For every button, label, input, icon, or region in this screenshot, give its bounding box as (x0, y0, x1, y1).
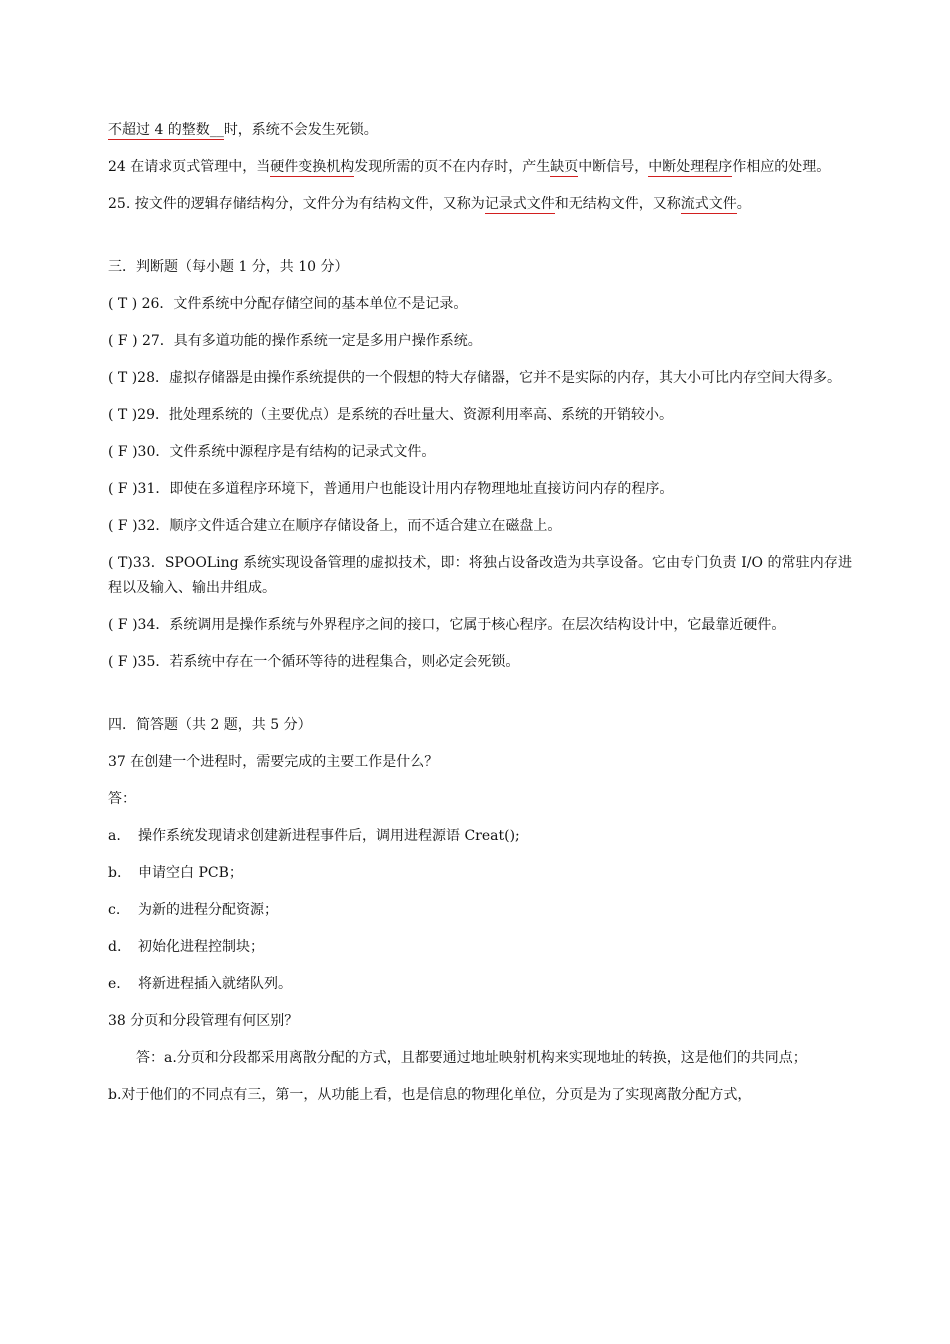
step-marker: b. (108, 865, 122, 881)
q37-answer-label: 答： (108, 791, 136, 807)
tf-item-29: ( T )29．批处理系统的（主要优点）是系统的吞吐量大、资源利用率高、系统的开销较小。 (108, 407, 673, 423)
q25-answer-2: 流式文件 (680, 196, 737, 212)
q24-answer-3: 中断处理程序 (648, 159, 733, 175)
tf-item-28: ( T )28．虚拟存储器是由操作系统提供的一个假想的特大存储器，它并不是实际的内存，其大小可比内存空间大得多。 (108, 370, 841, 386)
tf-item-32: ( F )32．顺序文件适合建立在顺序存储设备上，而不适合建立在磁盘上。 (108, 518, 562, 534)
q24 (108, 155, 852, 180)
step-marker: a. (108, 828, 121, 844)
tf-item-35: ( F )35．若系统中存在一个循环等待的进程集合，则必定会死锁。 (108, 654, 520, 670)
q24-text-c: 中断信号， (578, 159, 649, 175)
q37-step-c (108, 898, 852, 923)
step-marker: d. (108, 939, 122, 955)
q37-step-b (108, 861, 852, 886)
q37-step-e (108, 972, 852, 997)
step-text: 将新进程插入就绪队列。 (138, 976, 292, 992)
q38-answer-a: 答：a.分页和分段都采用离散分配的方式，且都要通过地址映射机构来实现地址的转换，这是他们的共同点； (136, 1050, 807, 1066)
tf-item-26: ( T ) 26．文件系统中分配存储空间的基本单位不是记录。 (108, 296, 468, 312)
q38-question: 38 分页和分段管理有何区别？ (108, 1013, 299, 1029)
q25-text-a: 25. 按文件的逻辑存储结构分，文件分为有结构文件，又称为 (108, 196, 485, 212)
q23-tail (108, 118, 852, 143)
tf-item-34: ( F )34．系统调用是操作系统与外界程序之间的接口，它属于核心程序。在层次结构设计中，它最靠近硬件。 (108, 617, 786, 633)
section4-title: 四．简答题（共 2 题，共 5 分） (108, 717, 312, 733)
tf-item-27: ( F ) 27．具有多道功能的操作系统一定是多用户操作系统。 (108, 333, 482, 349)
q23-blank: __ (209, 122, 224, 138)
step-text: 初始化进程控制块； (138, 939, 264, 955)
q37-step-a (108, 824, 852, 849)
step-text: 申请空白 PCB； (138, 865, 243, 881)
q25 (108, 192, 852, 217)
step-text: 操作系统发现请求创建新进程事件后，调用进程源语 Creat(); (138, 828, 520, 844)
q37-step-d (108, 935, 852, 960)
q25-answer-1: 记录式文件 (484, 196, 555, 212)
step-marker: e. (108, 976, 121, 992)
q24-answer-1: 硬件变换机构 (270, 159, 355, 175)
q24-answer-2: 缺页 (550, 159, 579, 175)
section3-title: 三．判断题（每小题 1 分，共 10 分） (108, 259, 349, 275)
q24-text-a: 24 在请求页式管理中，当 (108, 159, 271, 175)
tf-item-30: ( F )30．文件系统中源程序是有结构的记录式文件。 (108, 444, 436, 460)
tf-item-33: ( T)33．SPOOLing 系统实现设备管理的虚拟技术，即：将独占设备改造为共享设备。它由专门负责 I/O 的常驻内存进程以及输入、输出井组成。 (108, 555, 852, 596)
step-text: 为新的进程分配资源； (138, 902, 278, 918)
document-page (108, 118, 852, 1108)
q37-question: 37 在创建一个进程时，需要完成的主要工作是什么？ (108, 754, 439, 770)
q24-text-d: 作相应的处理。 (732, 159, 831, 175)
q25-text-c: 。 (736, 196, 751, 212)
q24-text-b: 发现所需的页不在内存时，产生 (354, 159, 551, 175)
q23-rest: 时，系统不会发生死锁。 (223, 122, 378, 138)
q38-answer-b: b.对于他们的不同点有三，第一，从功能上看，也是信息的物理化单位，分页是为了实现离散分配方式， (108, 1087, 752, 1103)
q23-answer: 不超过 4 的整数 (108, 122, 210, 138)
tf-item-31: ( F )31．即使在多道程序环境下，普通用户也能设计用内存物理地址直接访问内存的程序。 (108, 481, 674, 497)
q25-text-b: 和无结构文件，又称 (554, 196, 681, 212)
step-marker: c. (108, 902, 121, 918)
